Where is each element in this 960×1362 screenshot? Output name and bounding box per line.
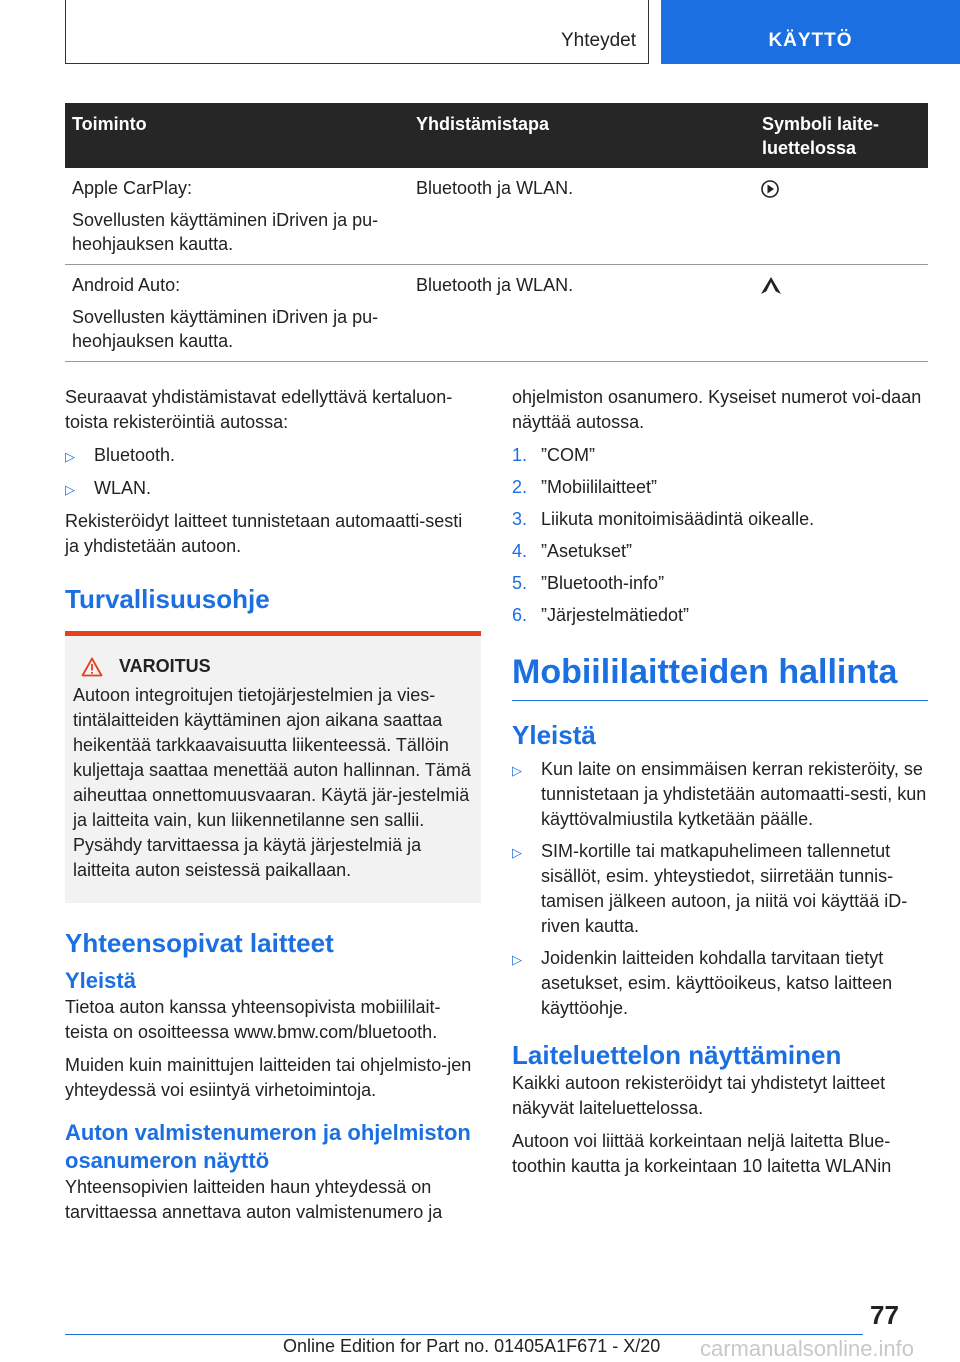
list-item — [512, 757, 928, 832]
step-number: 5. — [512, 573, 528, 593]
step-number: 3. — [512, 509, 528, 529]
section-title: Yhteydet — [561, 30, 636, 51]
paragraph: Muiden kuin mainittujen laitteiden tai ohjelmisto-jen yhteydessä voi esiintyä virhetoimintoja. — [65, 1055, 472, 1100]
function-cell — [65, 168, 409, 264]
list-item-text: Bluetooth. — [94, 445, 176, 465]
carplay-symbol-icon — [759, 178, 781, 200]
section-heading: Turvallisuusohje — [65, 584, 270, 614]
step-number: 6. — [512, 605, 528, 625]
step-text: ”Järjestelmätiedot” — [541, 605, 690, 625]
step-text: ”Bluetooth-info” — [541, 573, 665, 593]
section-heading: Yhteensopivat laitteet — [65, 928, 334, 958]
step-text: ”Mobiililaitteet” — [541, 477, 658, 497]
list-item — [512, 946, 928, 1021]
chapter-tab — [661, 0, 960, 64]
step-text: ”Asetukset” — [541, 541, 633, 561]
page-number: 77 — [870, 1300, 899, 1330]
step-item — [512, 475, 928, 500]
chapter-title: KÄYTTÖ — [768, 30, 853, 51]
left-column — [65, 385, 481, 1233]
column-header: Yhdistämistapa — [416, 114, 550, 134]
triangle-bullet-icon: ▷ — [512, 845, 522, 860]
column-header: Symboli laite-luettelossa — [762, 114, 880, 158]
table-row — [65, 168, 928, 265]
method-cell: Bluetooth ja WLAN. — [416, 178, 574, 198]
warning-triangle-icon — [81, 657, 103, 677]
paragraph: Yhteensopivien laitteiden haun yhteydessä on tarvittaessa annettava auton valmistenumero ja — [65, 1177, 443, 1222]
step-item — [512, 443, 928, 468]
function-description: Sovellusten käyttäminen iDriven ja pu-heohjauksen kautta. — [72, 307, 379, 351]
paragraph: ohjelmiston osanumero. Kyseiset numerot voi-daan näyttää autossa. — [512, 387, 922, 432]
triangle-bullet-icon: ▷ — [65, 482, 75, 497]
warning-box — [65, 631, 481, 903]
list-item-text: WLAN. — [94, 478, 152, 498]
triangle-bullet-icon: ▷ — [512, 952, 522, 967]
triangle-bullet-icon: ▷ — [65, 449, 75, 464]
intro-paragraph: Seuraavat yhdistämistavat edellyttävä kertaluon-toista rekisteröintiä autossa: — [65, 387, 453, 432]
connection-table — [65, 103, 928, 362]
step-number: 2. — [512, 477, 528, 497]
step-number: 4. — [512, 541, 528, 561]
step-number: 1. — [512, 445, 528, 465]
edition-note: Online Edition for Part no. 01405A1F671 - X/20 — [283, 1336, 661, 1356]
list-item-text: Kun laite on ensimmäisen kerran rekisteröity, se tunnistetaan ja yhdistetään automaatti-sesti, kun käyttövalmiustila kytketään päälle. — [541, 759, 927, 829]
footer-divider — [65, 1334, 863, 1335]
list-item — [65, 476, 481, 502]
function-title: Apple CarPlay: — [72, 178, 193, 198]
symbol-cell — [755, 265, 928, 361]
table-header — [65, 103, 928, 168]
step-item — [512, 571, 928, 596]
step-item — [512, 507, 928, 532]
list-item — [512, 839, 928, 939]
paragraph: Rekisteröidyt laitteet tunnistetaan automaatti-sesti ja yhdistetään autoon. — [65, 511, 463, 556]
paragraph: Kaikki autoon rekisteröidyt tai yhdistetyt laitteet näkyvät laiteluettelossa. — [512, 1073, 886, 1118]
function-title: Android Auto: — [72, 275, 181, 295]
subsection-heading: Yleistä — [65, 968, 136, 993]
section-tab — [65, 0, 649, 64]
step-text: ”COM” — [541, 445, 595, 465]
chapter-heading: Mobiililaitteiden hallinta — [512, 650, 928, 701]
table-row — [65, 265, 928, 362]
function-cell — [65, 265, 409, 361]
warning-text: Autoon integroitujen tietojärjestelmien ja vies-tintälaitteiden käyttäminen ajon aikana saattaa heikentää tarkkaavaisuutta liikenteessä. Tällöin kuljettaja saattaa menettää auton hallinnan. Tämä aiheuttaa onnettomuusvaaran. Käytä jär-jestelmiä ja laitteita vain, kun liikennetilanne sen sallii. Pysähdy tarvittaessa ja käytä järjestelmiä ja laitteita auton seistessä paikallaan. — [73, 685, 471, 880]
paragraph: Autoon voi liittää korkeintaan neljä laitetta Blue-toothin kautta ja korkeintaan 10 laitetta WLANin — [512, 1131, 892, 1176]
warning-title: VAROITUS — [119, 656, 211, 676]
column-header: Toiminto — [72, 114, 147, 134]
step-text: Liikuta monitoimisäädintä oikealle. — [541, 509, 815, 529]
right-column — [512, 385, 928, 1187]
section-heading: Yleistä — [512, 720, 596, 750]
method-cell: Bluetooth ja WLAN. — [416, 275, 574, 295]
list-item-text: SIM-kortille tai matkapuhelimeen tallennetut sisällöt, esim. yhteystiedot, siirretään tunnis-tamisen jälkeen autoon, ja niitä voi käyttää iD-riven kautta. — [541, 841, 908, 936]
section-heading: Laiteluettelon näyttäminen — [512, 1040, 842, 1070]
symbol-cell — [755, 168, 928, 264]
function-description: Sovellusten käyttäminen iDriven ja pu-heohjauksen kautta. — [72, 210, 379, 254]
step-item — [512, 603, 928, 628]
triangle-bullet-icon: ▷ — [512, 763, 522, 778]
android-auto-symbol-icon — [759, 275, 783, 297]
list-item — [65, 443, 481, 469]
list-item-text: Joidenkin laitteiden kohdalla tarvitaan tietyt asetukset, esim. käyttöoikeus, katso laitteen käyttöohje. — [541, 948, 893, 1018]
paragraph: Tietoa auton kanssa yhteensopivista mobiililait-teista on osoitteessa www.bmw.com/bluetooth. — [65, 997, 441, 1042]
warning-header — [73, 654, 473, 679]
watermark: carmanualsonline.info — [700, 1336, 915, 1361]
step-item — [512, 539, 928, 564]
subsection-heading: Auton valmistenumeron ja ohjelmiston osanumeron näyttö — [65, 1120, 471, 1173]
